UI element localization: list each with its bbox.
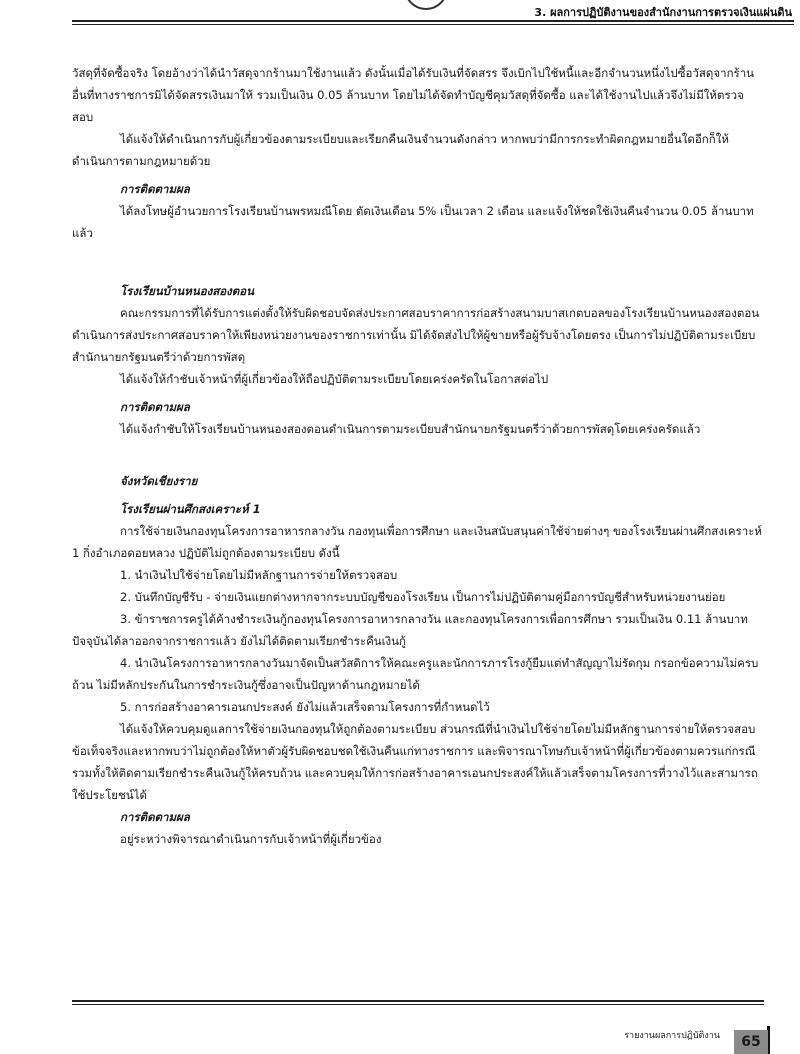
followup-heading-2: การติดตามผล [120,400,190,414]
school-heading-nongsongton: โรงเรียนบ้านหนองสองตอน [120,284,255,298]
list-item-3: 3. ข้าราชการครูได้ค้างชำระเงินกู้กองทุนโครงการอาหารกลางวัน และกองทุนโครงการเพื่อการศึกษา รวมเป็นเงิน 0.11 ล้านบาท ปัจจุบันได้ลาออกจากราชการแล้ว ยังไม่ได้ติดตามเรียกชำระคืนเงินกู้ [72,612,748,648]
paragraph-fund-usage: การใช้จ่ายเงินกองทุนโครงการอาหารกลางวัน กองทุนเพื่อการศึกษา และเงินสนับสนุนค่าใช้จ่ายต่างๆ ของโรงเรียนผ่านศึกสงเคราะห์ 1 กิ่งอำเภอดอยหลวง ปฏิบัติไม่ถูกต้องตามระเบียบ ดังนี้ [72,524,762,560]
followup-text-3: อยู่ระหว่างพิจารณาดำเนินการกับเจ้าหน้าที่ผู้เกี่ยวข้อง [120,832,382,846]
footer-report-label: รายงานผลการปฏิบัติงาน [624,1031,720,1041]
list-item-4: 4. นำเงินโครงการอาหารกลางวันมาจัดเป็นสวัสดิการให้คณะครูและนักการภารโรงกู้ยืมแต่ทำสัญญาไม่รัดกุม กรอกข้อความไม่ครบถ้วน ไม่มีหลักประกันในการชำระเงินกู้ซึ่งอาจเป็นปัญหาด้านกฎหมายได้ [72,656,759,692]
page-number: 65 [734,1030,768,1054]
emblem-logo [404,0,448,10]
followup-text-2: ได้แจ้งกำชับให้โรงเรียนบ้านหนองสองตอนดำเนินการตามระเบียบสำนักนายกรัฐมนตรีว่าด้วยการพัสดุโดยเคร่งครัดแล้ว [120,422,701,436]
school-heading-phansuek: โรงเรียนผ่านศึกสงเคราะห์ 1 [120,502,261,516]
followup-heading-1: การติดตามผล [120,182,190,196]
province-heading-chiangrai: จังหวัดเชียงราย [120,474,198,488]
footer-rule-thin [72,1004,764,1005]
header-rule [72,20,794,22]
footer-rule [72,1000,764,1002]
body-content [72,62,762,850]
list-item-2: 2. บันทึกบัญชีรับ - จ่ายเงินแยกต่างหากจากระบบบัญชีของโรงเรียน เป็นการไม่ปฏิบัติตามคู่มือการบัญชีสำหรับหน่วยงานย่อย [120,590,726,604]
list-item-5: 5. การก่อสร้างอาคารเอนกประสงค์ ยังไม่แล้วเสร็จตามโครงการที่กำหนดไว้ [120,700,490,714]
paragraph-instruction-2: ได้แจ้งให้กำชับเจ้าหน้าที่ผู้เกี่ยวข้องให้ถือปฏิบัติตามระเบียบโดยเคร่งครัดในโอกาสต่อไป [120,372,549,386]
followup-heading-3: การติดตามผล [120,810,190,824]
section-header-title: 3. ผลการปฏิบัติงานของสำนักงานการตรวจเงินแผ่นดิน [534,6,792,19]
paragraph-instruction: ได้แจ้งให้ดำเนินการกับผู้เกี่ยวข้องตามระเบียบและเรียกคืนเงินจำนวนดังกล่าว หากพบว่ามีการกระทำผิดกฎหมายอื่นใดอีกก็ให้ดำเนินการตามกฎหมายด้วย [72,132,729,168]
list-item-1: 1. นำเงินไปใช้จ่ายโดยไม่มีหลักฐานการจ่ายให้ตรวจสอบ [120,568,398,582]
followup-text-1: ได้ลงโทษผู้อำนวยการโรงเรียนบ้านพรหมณีโดย ตัดเงินเดือน 5% เป็นเวลา 2 เดือน และแจ้งให้ชดใช้เงินคืนจำนวน 0.05 ล้านบาท แล้ว [72,204,754,240]
header-rule-thin [72,24,794,25]
paragraph-instruction-3: ได้แจ้งให้ควบคุมดูแลการใช้จ่ายเงินกองทุนให้ถูกต้องตามระเบียบ ส่วนกรณีที่นำเงินไปใช้จ่ายโดยไม่มีหลักฐานการจ่ายให้ตรวจสอบข้อเท็จจริงและหากพบว่าไม่ถูกต้องให้หาตัวผู้รับผิดชอบชดใช้เงินคืนแก่ทางราชการ และพิจารณาโทษกับเจ้าหน้าที่ผู้เกี่ยวข้องตามควรแก่กรณี รวมทั้งให้ติดตามเรียกชำระคืนเงินกู้ให้ครบถ้วน และควบคุมให้การก่อสร้างอาคารเอนกประสงค์ให้แล้วเสร็จตามโครงการที่วางไว้และสามารถใช้ประโยชน์ได้ [72,722,758,802]
paragraph-committee: คณะกรรมการที่ได้รับการแต่งตั้งให้รับผิดชอบจัดส่งประกาศสอบราคาการก่อสร้างสนามบาสเกตบอลของโรงเรียนบ้านหนองสองตอน ดำเนินการส่งประกาศสอบราคาให้เพียงหน่วยงานของราชการเท่านั้น มิได้จัดส่งไปให้ผู้ขายหรือผู้รับจ้างโดยตรง เป็นการไม่ปฏิบัติตามระเบียบสำนักนายกรัฐมนตรีว่าด้วยการพัสดุ [72,306,760,364]
paragraph-continuation: วัสดุที่จัดซื้อจริง โดยอ้างว่าได้นำวัสดุจากร้านมาใช้งานแล้ว ดังนั้นเมื่อได้รับเงินที่จัดสรร จึงเบิกไปใช้หนี้และอีกจำนวนหนึ่งไปซื้อวัสดุจากร้านอื่นที่ทางราชการมิได้จัดสรรเงินมาให้ รวมเป็นเงิน 0.05 ล้านบาท โดยไม่ได้จัดทำบัญชีคุมวัสดุที่จัดซื้อ และได้ใช้งานไปแล้วจึงไม่มีให้ตรวจสอบ [72,66,755,124]
